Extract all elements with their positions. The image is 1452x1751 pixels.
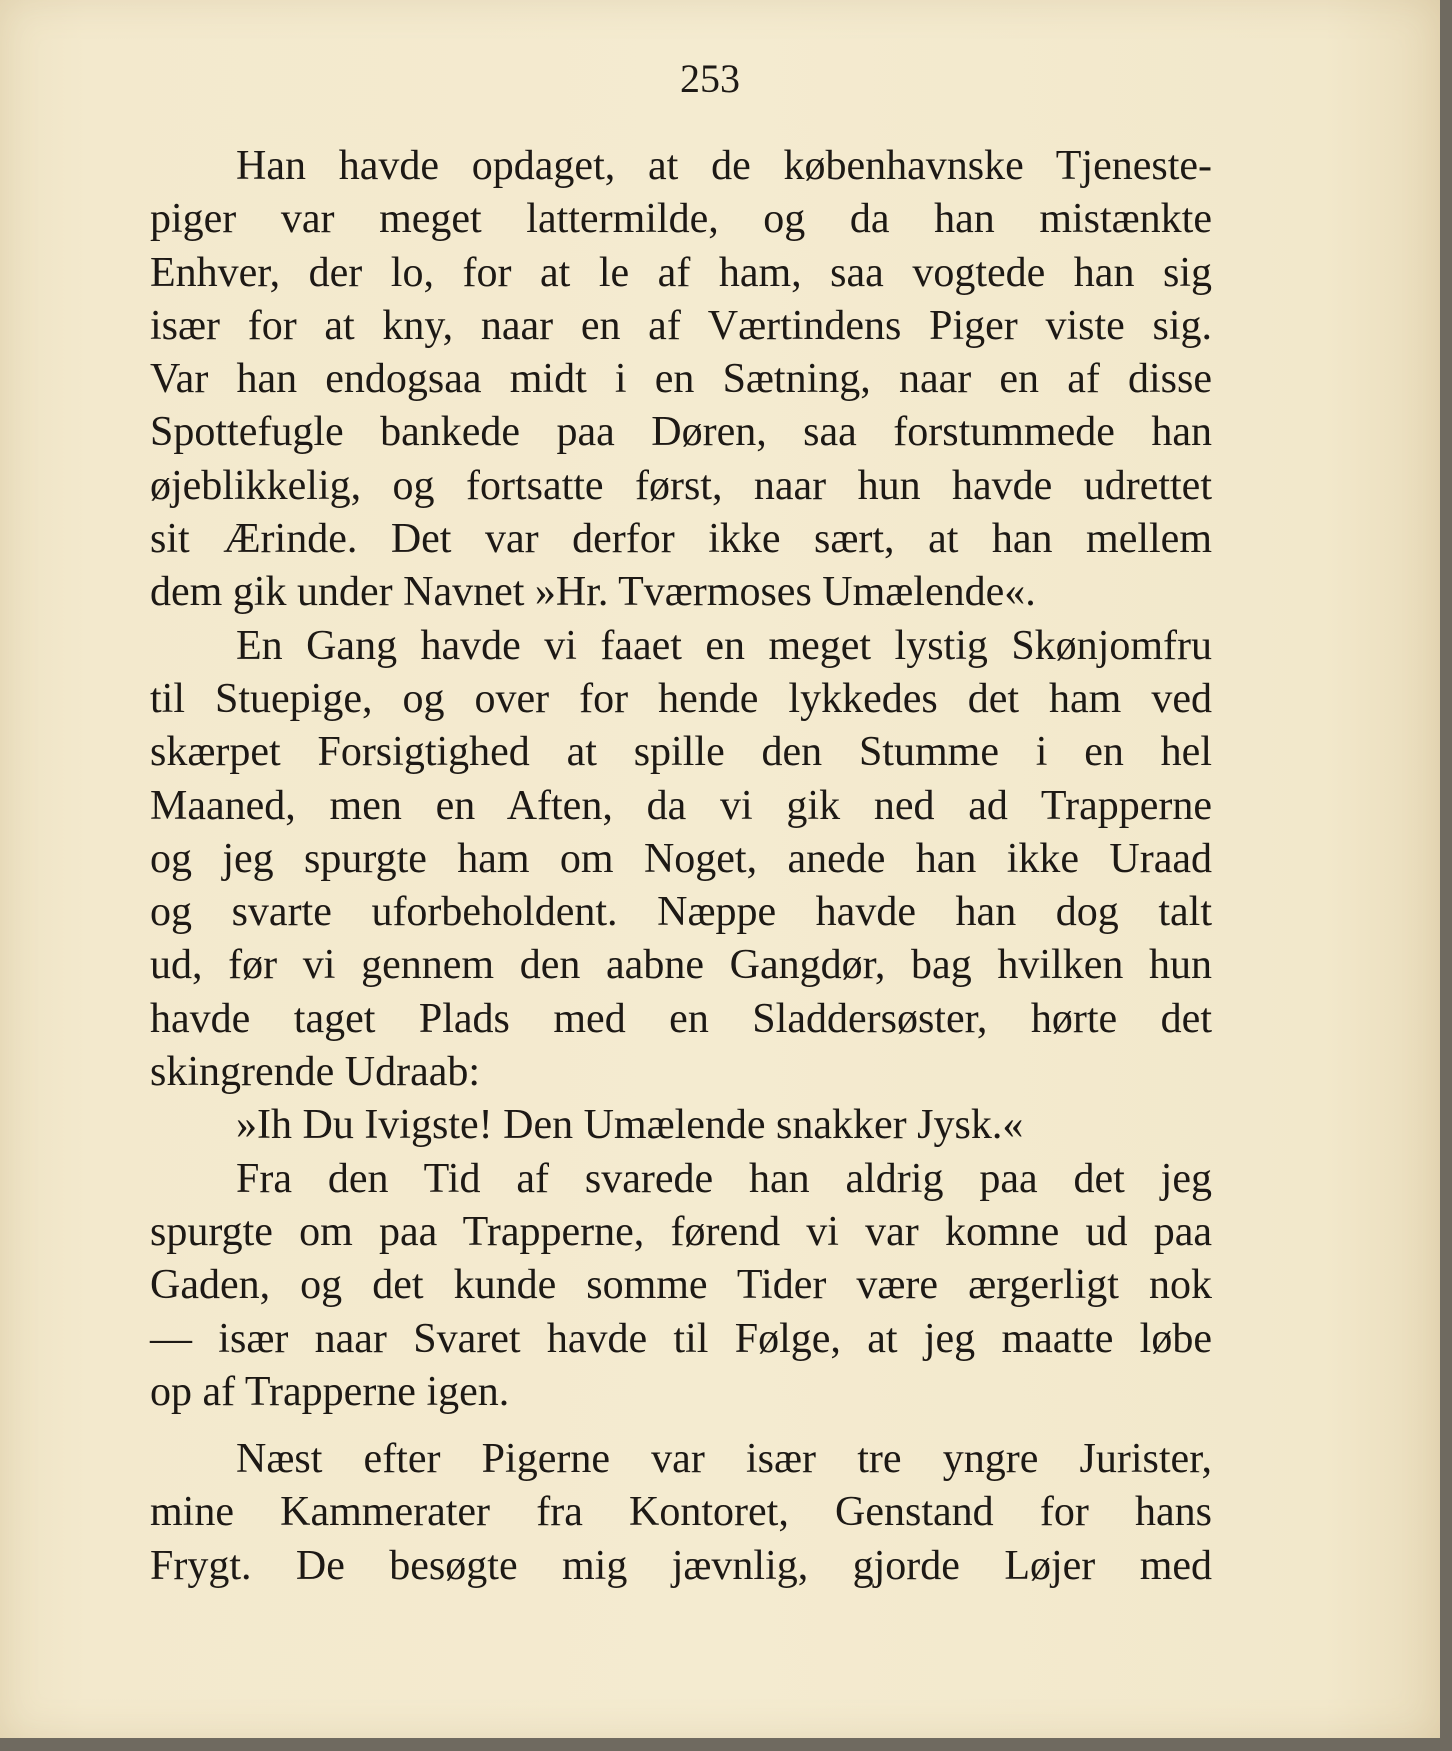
text-line: Gaden, og det kunde somme Tider være ærgerligt nok: [150, 1262, 1212, 1309]
text-line: især for at kny, naar en af Værtindens Piger viste sig.: [150, 302, 1212, 349]
text-line: havde taget Plads med en Sladdersøster, hørte det: [150, 995, 1212, 1042]
text-line: Frygt. De besøgte mig jævnlig, gjorde Løjer med: [150, 1542, 1212, 1589]
text-line: Var han endogsaa midt i en Sætning, naar en af disse: [150, 356, 1212, 403]
text-line: til Stuepige, og over for hende lykkedes det ham ved: [150, 675, 1212, 722]
text-line: mine Kammerater fra Kontoret, Genstand for hans: [150, 1489, 1212, 1536]
text-line: »Ih Du Ivigste! Den Umælende snakker Jysk.«: [236, 1102, 1024, 1149]
text-line: ud, før vi gennem den aabne Gangdør, bag hvilken hun: [150, 942, 1212, 989]
text-line: Han havde opdaget, at de københavnske Tjeneste-: [236, 143, 1212, 189]
text-line: skingrende Udraab:: [150, 1049, 481, 1096]
text-line: Fra den Tid af svarede han aldrig paa det jeg: [236, 1155, 1212, 1202]
paragraph-gap: [150, 1419, 1212, 1433]
text-line: Enhver, der lo, for at le af ham, saa vogtede han sig: [150, 249, 1212, 296]
text-line: Maaned, men en Aften, da vi gik ned ad Trapperne: [150, 782, 1212, 829]
page-number: 253: [680, 56, 740, 101]
text-line: — især naar Svaret havde til Følge, at jeg maatte løbe: [150, 1315, 1212, 1362]
text-line: og jeg spurgte ham om Noget, anede han ikke Uraad: [150, 835, 1212, 882]
text-line: op af Trapperne igen.: [150, 1368, 510, 1415]
text-line: og svarte uforbeholdent. Næppe havde han dog talt: [150, 889, 1212, 936]
text-line: spurgte om paa Trapperne, førend vi var komne ud paa: [150, 1208, 1212, 1255]
text-line: dem gik under Navnet »Hr. Tværmoses Umælende«.: [150, 569, 1036, 616]
text-line: piger var meget lattermilde, og da han mistænkte: [150, 196, 1212, 243]
text-line: Næst efter Pigerne var især tre yngre Jurister,: [236, 1436, 1212, 1483]
text-line: sit Ærinde. Det var derfor ikke sært, at han mellem: [150, 516, 1212, 563]
body-text: [150, 140, 1212, 1593]
text-line: skærpet Forsigtighed at spille den Stumme i en hel: [150, 729, 1212, 776]
text-line: øjeblikkelig, og fortsatte først, naar hun havde udrettet: [150, 462, 1212, 509]
text-line: Spottefugle bankede paa Døren, saa forstummede han: [150, 409, 1212, 456]
text-line: En Gang havde vi faaet en meget lystig Skønjomfru: [236, 622, 1212, 669]
